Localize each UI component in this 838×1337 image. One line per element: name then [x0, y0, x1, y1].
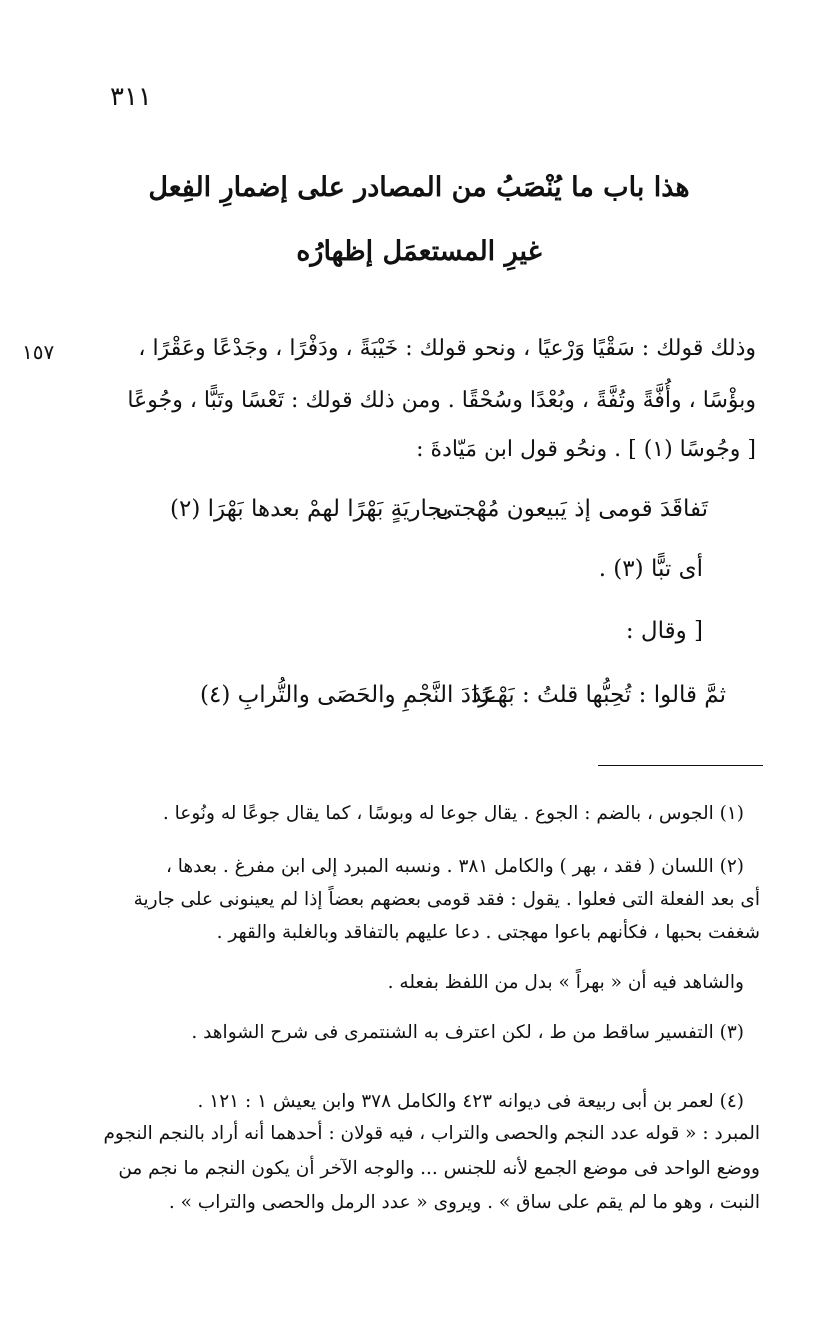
footnote-4-line-4: النبت ، وهو ما لم يقم على ساق » . ويروى « عدد الرمل والحصى والتراب » .	[168, 1192, 760, 1213]
said-line: [ وقال :	[625, 618, 703, 644]
gloss-line: أى تبًّا (٣) .	[598, 556, 703, 582]
verse-1-first-hemistich: تَفاقَدَ قومى إذ يَبيعون مُهْجتى	[435, 496, 708, 522]
footnote-4-line-1: (٤) لعمر بن أبى ربيعة فى ديوانه ٤٢٣ والكامل ٣٧٨ وابن يعيش ١ : ١٢١ .	[197, 1091, 744, 1112]
footnote-1: (١) الجوس ، بالضم : الجوع . يقال جوعا له وبوسًا ، كما يقال جوعًا له ونُوعا .	[162, 803, 744, 824]
footnote-3: (٣) التفسير ساقط من ط ، لكن اعترف به الشنتمرى فى شرح الشواهد .	[191, 1022, 744, 1043]
footnote-2-line-3: شغفت بحبها ، فكأنهم باعوا مهجتى . دعا عليهم بالتفاقد وبالغلبة والقهر .	[216, 922, 760, 943]
chapter-title-line-2: غيرِ المستعمَل إظهارُه	[296, 236, 542, 267]
footnote-2-line-1: (٢) اللسان ( فقد ، بهر ) والكامل ٣٨١ . ونسبه المبرد إلى ابن مفرغ . بعدها ،	[165, 856, 744, 877]
body-line-3: [ وجُوسًا (١) ] . ونحُو قول ابن مَيّادةَ :	[416, 437, 756, 462]
chapter-title-line-1: هذا باب ما يُنْصَبُ من المصادر على إضمارِ الفِعل	[148, 172, 690, 203]
page-number: ٣١١	[110, 82, 152, 112]
verse-2-second-hemistich: عَدَدَ النَّجْمِ والحَصَى والتُّرابِ (٤)	[200, 682, 497, 708]
footnote-4-line-3: ووضع الواحد فى موضع الجمع لأنه للجنس ... والوجه الآخر أن يكون النجم ما نجم من	[118, 1158, 760, 1179]
footnote-2-line-4: والشاهد فيه أن « بهراً » بدل من اللفظ بفعله .	[387, 972, 744, 993]
margin-number: ١٥٧	[22, 340, 55, 364]
verse-1-second-hemistich: بجاريَةٍ بَهْرًا لهمْ بعدها بَهْرَا (٢)	[170, 496, 449, 522]
body-line-2: وبؤْسًا ، وأُفَّةً وتُفَّةً ، وبُعْدًا وسُحْقًا . ومن ذلك قولك : تَعْسًا وتَبًّا ، وجُوعًا	[127, 388, 756, 413]
verse-2-first-hemistich: ثمَّ قالوا : تُحِبُّها قلتُ : بَهْـرًا	[471, 682, 726, 708]
footnote-divider	[598, 765, 763, 766]
footnote-4-line-2: المبرد : « قوله عدد النجم والحصى والتراب ، فيه قولان : أحدهما أنه أراد بالنجم النجوم	[103, 1123, 760, 1144]
footnote-2-line-2: أى بعد الفعلة التى فعلوا . يقول : فقد قومى بعضهم بعضاً إذا لم يعينونى على جارية	[133, 889, 760, 910]
body-line-1: وذلك قولك : سَقْيًا وَرْعيًا ، ونحو قولك : خَيْبَةً ، ودَفْرًا ، وجَدْعًا وعَقْرًا ،	[138, 336, 756, 361]
